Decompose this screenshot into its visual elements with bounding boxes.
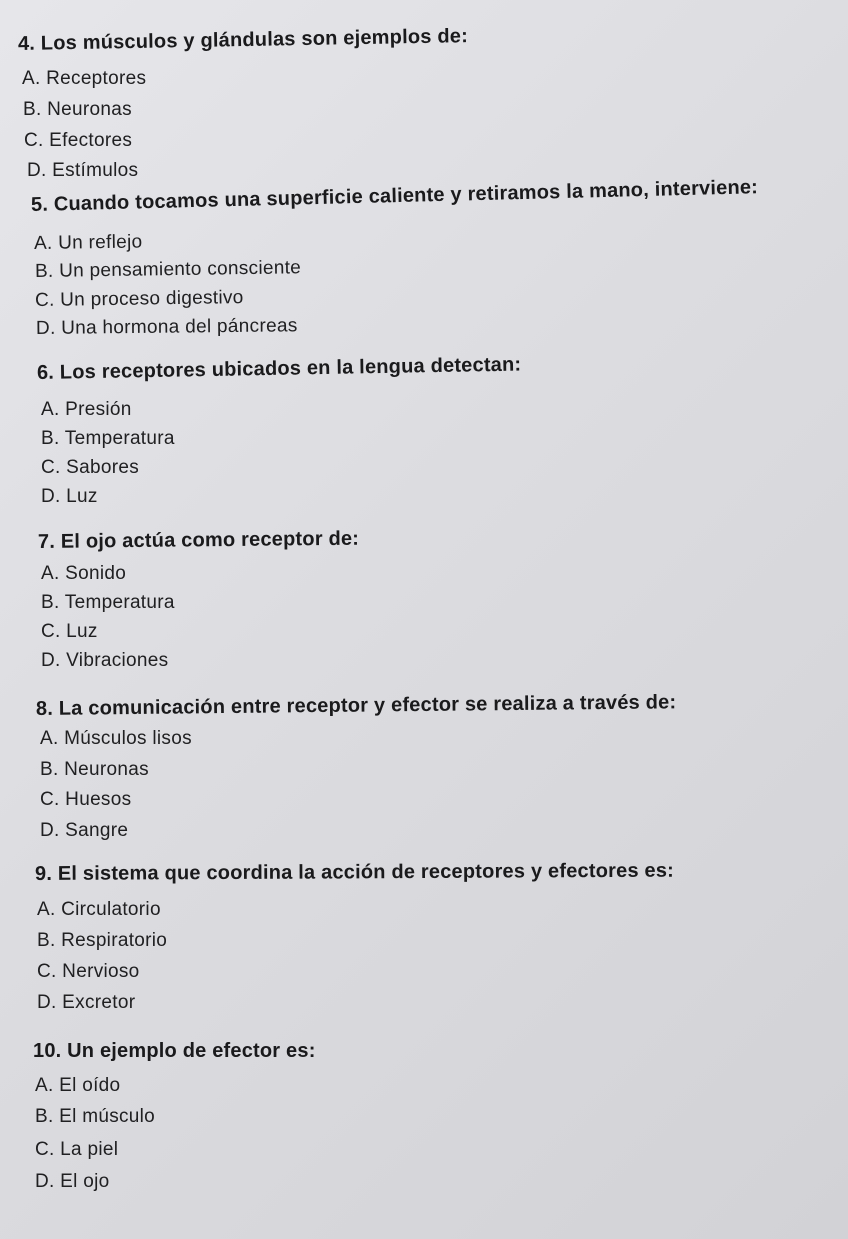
question-5-title: 5. Cuando tocamos una superficie caliente y retiramos la mano, interviene: <box>30 176 759 216</box>
question-6-title: 6. Los receptores ubicados en la lengua detectan: <box>36 353 522 384</box>
question-5-option-a: A. Un reflejo <box>33 231 143 254</box>
question-5-option-b: B. Un pensamiento consciente <box>34 257 302 282</box>
question-10-option-d: D. El ojo <box>35 1171 110 1192</box>
question-4-option-c: C. Efectores <box>24 130 133 151</box>
question-7-option-b: B. Temperatura <box>41 592 175 613</box>
question-9-title: 9. El sistema que coordina la acción de receptores y efectores es: <box>34 859 675 885</box>
question-4-option-b: B. Neuronas <box>23 99 132 120</box>
question-5-option-d: D. Una hormona del páncreas <box>35 315 298 339</box>
question-9-option-c: C. Nervioso <box>37 961 140 982</box>
question-7-option-d: D. Vibraciones <box>41 650 169 671</box>
question-6-option-b: B. Temperatura <box>41 428 175 449</box>
question-8-option-a: A. Músculos lisos <box>40 728 192 749</box>
question-5-option-c: C. Un proceso digestivo <box>34 287 244 311</box>
question-4-option-a: A. Receptores <box>22 68 147 89</box>
question-8-option-d: D. Sangre <box>40 820 129 841</box>
question-7-option-c: C. Luz <box>41 621 98 642</box>
question-9-option-b: B. Respiratorio <box>37 930 168 951</box>
question-10-option-b: B. El músculo <box>35 1106 156 1127</box>
question-10-option-a: A. El oído <box>35 1075 121 1096</box>
question-6-option-a: A. Presión <box>41 399 132 420</box>
question-10-option-c: C. La piel <box>35 1139 119 1160</box>
question-7-title: 7. El ojo actúa como receptor de: <box>37 527 360 553</box>
question-8-option-b: B. Neuronas <box>40 759 149 780</box>
question-4-title: 4. Los músculos y glándulas son ejemplos de: <box>17 25 469 55</box>
question-8-option-c: C. Huesos <box>40 789 132 810</box>
question-10-title: 10. Un ejemplo de efector es: <box>33 1040 316 1062</box>
question-4-option-d: D. Estímulos <box>27 160 139 181</box>
question-6-option-c: C. Sabores <box>41 457 140 478</box>
question-7-option-a: A. Sonido <box>41 563 127 584</box>
question-9-option-a: A. Circulatorio <box>37 899 161 920</box>
question-6-option-d: D. Luz <box>41 486 98 507</box>
question-9-option-d: D. Excretor <box>37 992 136 1013</box>
question-8-title: 8. La comunicación entre receptor y efector se realiza a través de: <box>35 691 677 720</box>
